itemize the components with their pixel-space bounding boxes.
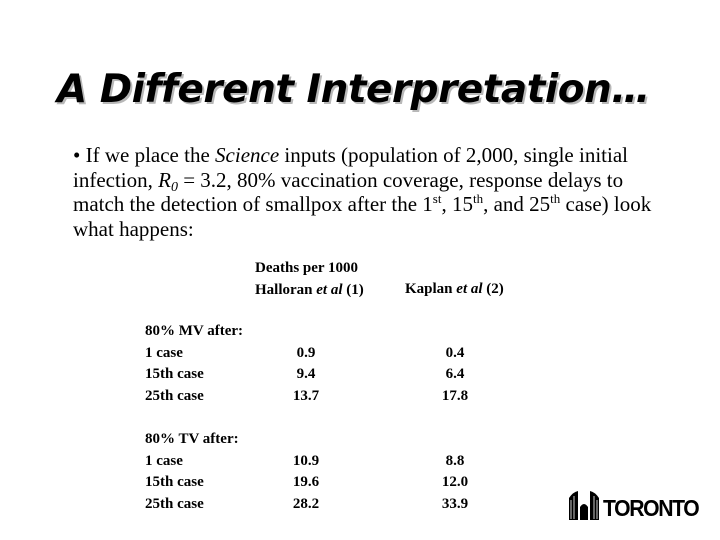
toronto-logo [568, 488, 707, 520]
row-label: 1 case [145, 452, 183, 469]
row-label: 25th case [145, 387, 204, 404]
group-mv-halloran [261, 321, 351, 407]
table-cell: 33.9 [441, 495, 469, 512]
table-cell: 17.8 [441, 387, 469, 404]
table-cell: 0.9 [296, 344, 316, 361]
table-cell: 9.4 [296, 366, 316, 382]
table-cell: 10.9 [292, 452, 320, 469]
toronto-wordmark: TORONTO [603, 495, 699, 521]
table-cell: 8.8 [445, 452, 465, 469]
header-kaplan: Kaplan et al (2) [405, 281, 504, 297]
table-cell: 28.2 [292, 495, 320, 512]
row-label: 25th case [145, 495, 204, 512]
slide-title: A Different Interpretation… [57, 67, 650, 112]
header-halloran: Halloran et al (1) [255, 281, 364, 298]
group-heading: 80% TV after: [145, 431, 239, 447]
row-label: 15th case [145, 366, 204, 382]
table-header-halloran [255, 258, 364, 301]
group-tv-kaplan [410, 429, 500, 515]
table-cell: 19.6 [292, 474, 320, 490]
table-cell: 13.7 [292, 387, 320, 404]
group-tv-halloran [261, 429, 351, 515]
group-heading: 80% MV after: [145, 323, 244, 339]
group-mv-kaplan [410, 321, 500, 407]
header-deaths-per-1000: Deaths per 1000 [255, 260, 359, 276]
bullet-paragraph: • If we place the Science inputs (population of 2,000, single initial infection, $R_0 = 3.2$, 80% vaccination coverage, response delays to match the detection of smallpox after the 1st, 15th, and 25th case) look what happens: [73, 143, 652, 241]
table-cell: 12.0 [441, 474, 469, 490]
science-text: Science [215, 143, 280, 167]
table-cell: 0.4 [445, 344, 465, 361]
toronto-city-hall-icon [568, 490, 600, 520]
table-cell: 6.4 [445, 366, 465, 382]
row-label: 1 case [145, 344, 183, 361]
row-label: 15th case [145, 474, 204, 490]
